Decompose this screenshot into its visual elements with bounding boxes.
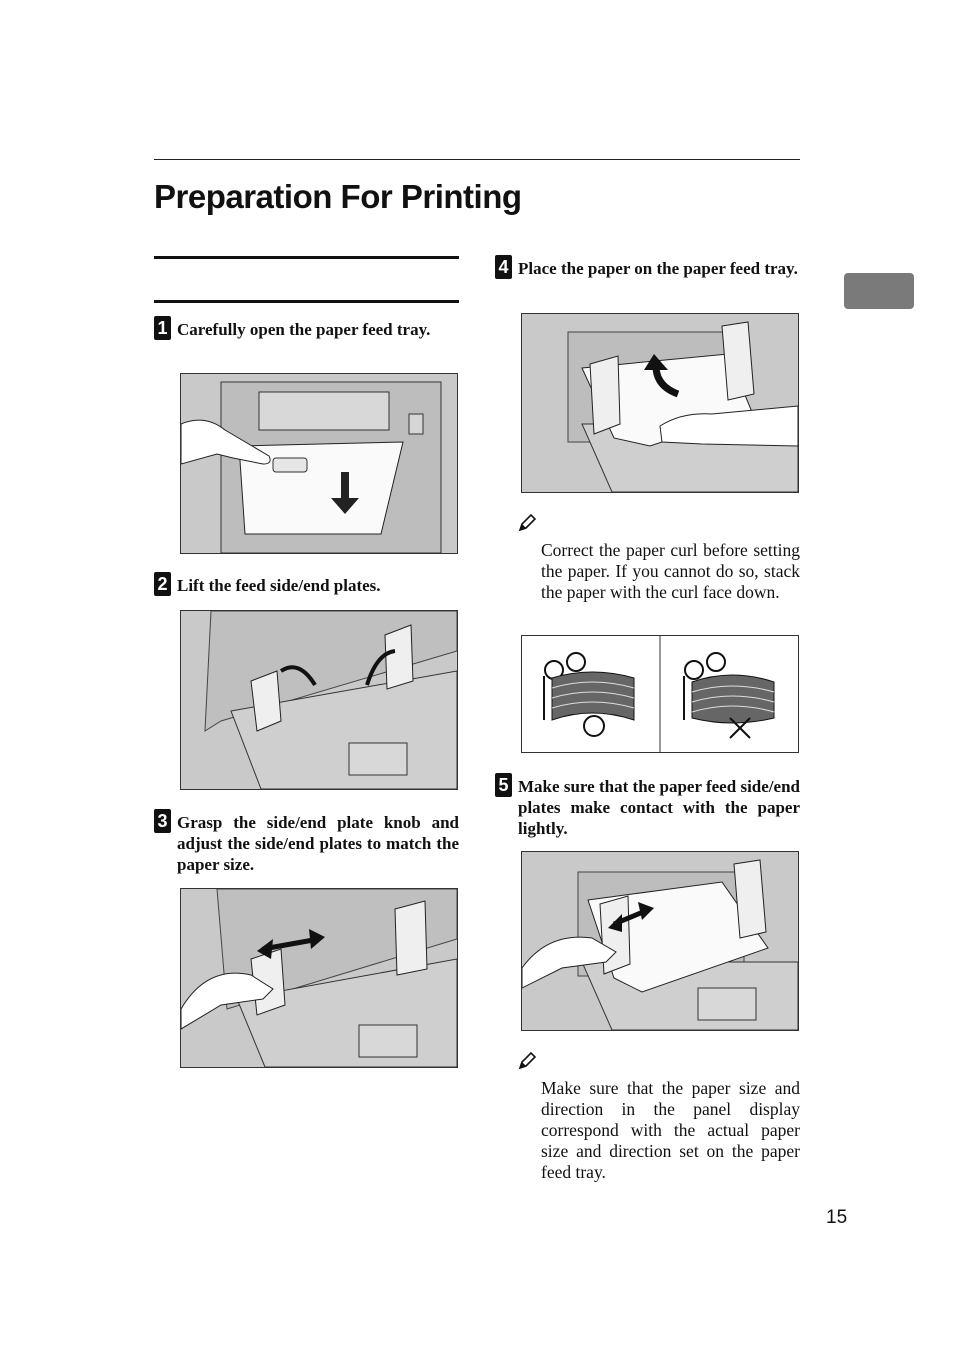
pencil-note-icon [517, 513, 537, 533]
figure-plates-contact [521, 851, 799, 1031]
step-number: 4 [495, 255, 512, 279]
note-text: Correct the paper curl before setting the paper. If you cannot do so, stack the paper with the curl face down. [541, 540, 800, 602]
chapter-tab [844, 273, 914, 309]
pencil-note-icon [517, 1051, 537, 1071]
step-text: Make sure that the paper feed side/end plates make contact with the paper lightly. [518, 777, 800, 838]
step-text: Lift the feed side/end plates. [177, 576, 381, 595]
section-rule-bottom [154, 300, 459, 303]
section-rule-top [154, 256, 459, 259]
figure-paper-curl [521, 635, 799, 753]
step-number: 3 [154, 809, 171, 833]
figure-adjust-plates [180, 888, 458, 1068]
step-text: Carefully open the paper feed tray. [177, 320, 431, 339]
step-number: 2 [154, 572, 171, 596]
step-text: Place the paper on the paper feed tray. [518, 259, 798, 278]
step-text: Grasp the side/end plate knob and adjust the side/end plates to match the paper size. [177, 813, 459, 874]
note-text: Make sure that the paper size and direction in the panel display correspond with the actual paper size and direction set on the paper feed tray. [541, 1078, 800, 1182]
figure-lift-plates [180, 610, 458, 790]
page-number: 15 [826, 1207, 848, 1228]
header-rule [154, 159, 800, 160]
step-number: 1 [154, 316, 171, 340]
figure-open-tray [180, 373, 458, 554]
figure-place-paper [521, 313, 799, 493]
page-title: Preparation For Printing [154, 178, 522, 215]
step-number: 5 [495, 773, 512, 797]
